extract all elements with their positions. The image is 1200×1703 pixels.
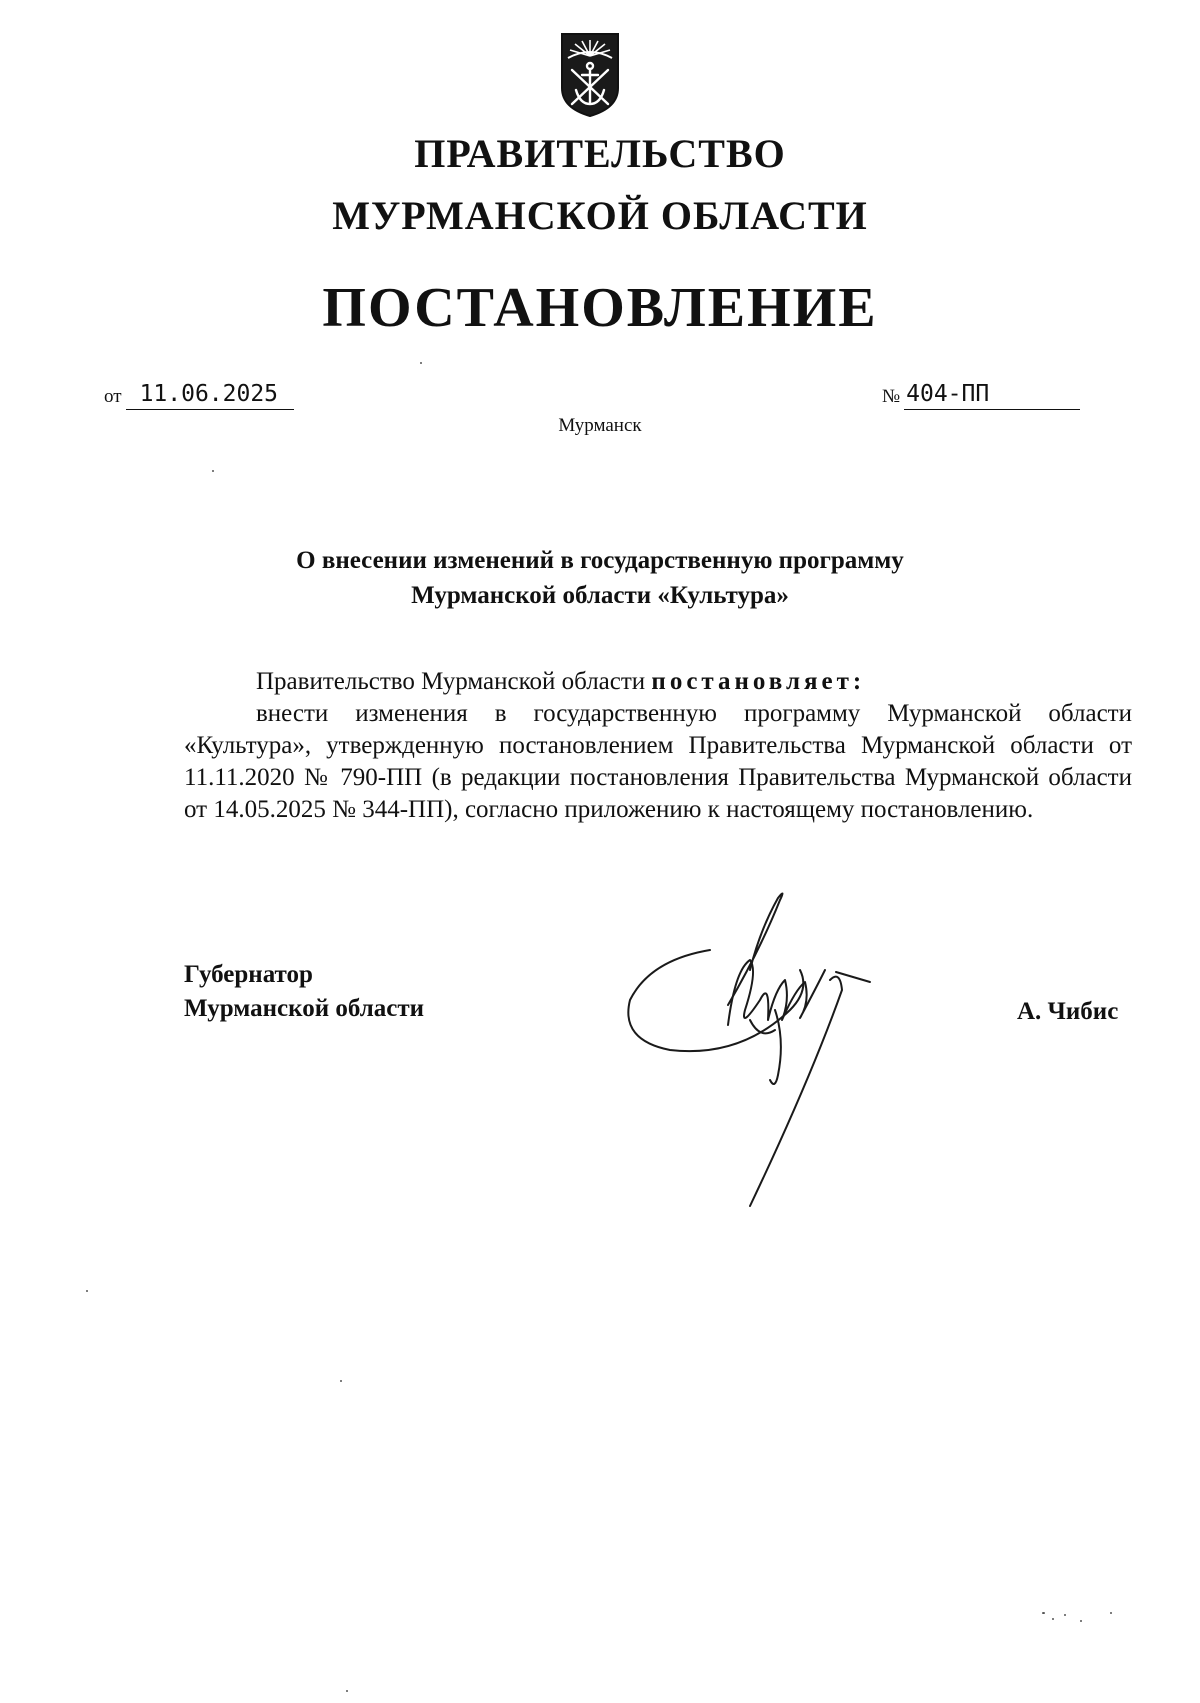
date-prefix: от — [104, 386, 122, 407]
scan-speck — [346, 1690, 348, 1692]
signer-position-line1: Губернатор — [184, 961, 313, 988]
number-prefix: № — [882, 386, 901, 407]
scan-speck — [1080, 1620, 1082, 1622]
document-date — [104, 370, 294, 410]
murmansk-coat-of-arms-icon — [558, 30, 622, 118]
scan-speck — [1064, 1614, 1066, 1616]
organization-name-line2: МУРМАНСКОЙ ОБЛАСТИ — [332, 193, 868, 238]
scan-speck — [420, 362, 422, 364]
document-type-title: ПОСТАНОВЛЕНИЕ — [322, 277, 878, 339]
subject-line2: Мурманской области «Культура» — [411, 582, 789, 609]
document-city: Мурманск — [558, 415, 642, 436]
intro-prefix: Правительство Мурманской области — [256, 668, 652, 695]
subject-line1: О внесении изменений в государственную программу — [296, 547, 904, 574]
organization-name-line1: ПРАВИТЕЛЬСТВО — [414, 131, 786, 176]
body-intro — [184, 666, 1132, 698]
number-value: 404-ПП — [904, 381, 1080, 410]
document-subject — [0, 543, 1200, 613]
scan-speck — [212, 470, 214, 472]
scan-speck — [340, 1380, 342, 1382]
signer-name: А. Чибис — [1017, 998, 1119, 1025]
signer-position-line2: Мурманской области — [184, 995, 425, 1022]
body-main-paragraph: внести изменения в государственную программу Мурманской области «Культура», утвержденную постановлением Правительства Мурманской области от 11.11.2020 № 790-ПП (в редакции постановления Правительства Мурманской области от 14.05.2025 № 344-ПП), согласно приложению к настоящему постановлению. — [184, 700, 1132, 823]
scan-speck — [86, 1290, 88, 1292]
scan-speck — [1042, 1612, 1045, 1614]
signer-position — [184, 958, 424, 1026]
scan-speck — [1110, 1612, 1112, 1614]
decree-keyword: постановляет: — [651, 668, 866, 695]
scan-speck — [1052, 1618, 1054, 1620]
document-body — [184, 666, 1132, 826]
handwritten-signature-icon — [610, 890, 930, 1210]
date-value: 11.06.2025 — [126, 381, 294, 410]
document-number — [882, 370, 1080, 410]
